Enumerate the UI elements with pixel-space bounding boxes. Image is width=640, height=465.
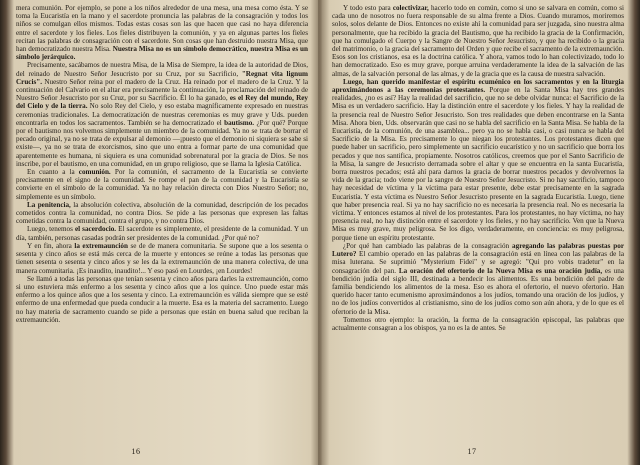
paragraph: [16, 61, 308, 168]
bold-run: el sacerdocio.: [74, 225, 117, 234]
paragraph: [332, 78, 624, 242]
paragraph: [16, 225, 308, 241]
text-run: Precisamente, sacábamos de nuestra Misa, de la Misa de Siempre, la idea de la autoridad de Dios, del reinado de Nuestro Señor Jesucristo por su Cruz, por su Sacrificio,: [16, 61, 308, 78]
text-run: Por la comunión, el sacramento de la Eucaristía se convierte precisamente en el signo de la comunidad. Se rompe el pan de la comunidad y la Eucaristía se convierte en el símbolo de la comunidad. Ya no hay relación directa con Dios Nuestro Señor; no, simplemente es un símbolo.: [16, 168, 308, 201]
text-run: Luego, tenemos: [27, 225, 75, 234]
paragraph: [332, 4, 624, 78]
text-run: Y en fin, ahora: [27, 241, 75, 250]
text-run: Se llamó a todas las personas que tenían sesenta y cinco años para darles la extremaunción, como si uno estuviera más enfermo a los sesenta y cinco años que a los quince. Uno puede estar más enfermo a los quince años que a los sesenta y cinco. La extremaunción es válida siempre que se esté enfermo de una enfermedad que pueda conducir a la muerte. Esa es la materia del sacramento. Luego no hay materia de sacramento cuando se pide a personas que están en buena salud que reciban la extremaunción.: [16, 274, 308, 324]
left-page-number: 16: [131, 447, 141, 456]
book-gutter: [318, 0, 322, 465]
bold-run: bautismo.: [224, 118, 255, 127]
right-page-number: 17: [467, 447, 477, 456]
text-run: Tomemos otro ejemplo: la oración, la forma de la consagración episcopal, las palabras que actualmente consagran a los obispos, ya no es la de antes. Se: [332, 315, 624, 332]
paragraph: [16, 4, 308, 61]
right-page-text: [332, 4, 624, 332]
text-run: se de de manera comunitaria. Se supone que a los sesenta o sesenta y cinco años se está más cerca de la muerte y entonces se reúne a todas las personas que tienen sesenta o sesenta y cinco años y se les da la extremaunción de una manera colectiva, de una manera comunitaria. ¡Es inaudito, inaudito!... Y eso pasó en Lourdes, ¡en Lourdes!: [16, 241, 308, 275]
bold-run: es el Rey del mundo, Rey del Cielo y de la tierra.: [16, 94, 308, 111]
left-page-text: [16, 4, 308, 324]
text-run: En cuanto a la: [27, 168, 79, 177]
paragraph: [16, 201, 308, 226]
bold-run: La penitencia,: [27, 200, 71, 209]
bold-run: La oración del ofertorio de la Nueva Misa es una oración judía,: [398, 266, 603, 275]
text-run: ¿Por qué han cambiado las palabras de la consagración: [343, 241, 513, 250]
bold-run: agregando las palabras puestas por Lutero?: [332, 241, 624, 259]
text-run: Nuestro Señor reina por el madero de la Cruz. Ha reinado por el madero de la Cruz. Y la continuación del Calvario en el altar era precisamente la continuación, la proclamación del reinado de Nuestro Señor Jesucristo por su Cruz, por su Sacrificio. Él lo ha ganado,: [16, 77, 308, 103]
paragraph: [16, 168, 308, 201]
paragraph: [16, 242, 308, 275]
text-run: es una bendición judía del siglo III, destinada a bendecir los alimentos. Es una bendición del padre de familia bendiciendo los alimentos de la mesa. Eso es ahora el ofertorio, el nuevo ofertorio. Han querido hacer tanto ecumenismo aproximándonos a los judíos, tomando una oración de los judíos, y no de los judíos convertidos al cristianismo, sino de los judíos como son aún ahora, y de lo que es el ofertorio de la Misa.: [332, 266, 624, 316]
right-page: [332, 4, 624, 456]
bold-run: comunión.: [78, 168, 111, 177]
text-run: la absolución colectiva, absolución de la comunidad, descripción de los pecados cometidos contra la comunidad, no contra Dios. Se pide a las personas que expresen las faltas cometidas contra la comunidad, contra el grupo, y no contra Dios.: [16, 200, 308, 226]
text-run: ¿Por qué? Porque por el bautismo nos volvemos simplemente un miembro de la comunidad. Ya no se trata de borrar el pecado original, ya no se trata de expulsar al demonio —¡puesto que el demonio ni siquiera se sabe si existe—, ya no se trata de exorcismos, sino que uno entra a formar parte de una comunidad que aparentemente es humana, ni siquiera es una comunidad sobrenatural por la gracia de Dios. Se nos inscribe, por el bautismo, en una comunidad, en un grupo religioso, que se llama la Iglesia Católica.: [16, 118, 308, 168]
text-run: hacerlo todo en común, como si uno se salvara en común, como si cada uno de nosotros no fuera responsable de su alma frente a Dios. Cuando muramos, moriremos solos, solos delante de Dios. Entonces no existe ahí la comunidad para ser juzgada, sino nuestra alma personalmente, que ha recibido la gracia del Bautismo, que ha recibido la gracia de la Confirmación, que ha comulgado el Cuerpo y la Sangre de Nuestro Señor Jesucristo, y que ha recibido o la gracia del matrimonio, o la gracia del sacramento del Orden y que recibe el sacramento de la extremaunción. Esos son los cristianos, esa es la doctrina católica. Y ahora, vamos todo lo han colectivizado, todo lo han democratizado. Eso es muy grave, porque arruina verdaderamente la idea de la salvación de las almas, de la salvación personal de las almas, y de la gracia que es la causa de nuestra salvación.: [332, 4, 624, 78]
text-run: Porque en la Santa Misa hay tres grandes realidades, ¿no es así? Hay la realidad del sacrificio, que no se debe olvidar nunca: el Sacrificio de la Misa es un verdadero sacrificio. Hay la distinción entre el sacerdote y los fieles. Y hay la realidad de la presencia real de Nuestro Señor Jesucristo. Son tres realidades que deben encontrarse en la Santa Misa. Ahora bien, Uds. observarán que casi no se habla del sacrificio en la Santa Misa. Se habla de la Eucaristía, de la comunión, de una asamblea... pero ya no se habla casi, o casi nunca se habla del Sacrificio de la Misa. Es precisamente lo que niegan los protestantes. Los protestantes dicen que puede haber un sacrificio, pero simplemente un sacrificio eucarístico y no un sacrificio que borra los pecados y que nos santifica, propiamente. Nosotros católicos, creemos que por el Santo Sacrificio de la Misa, la sangre de Jesucristo derramada sobre el altar y que se encuentra en la santa Eucaristía, borra nuestros pecados; está ahí para darnos la gracia de borrar nuestros pecados y devolvernos la vida de la gracia; todo viene por la sangre de Nuestro Señor Jesucristo. Si no hay sacrificio, tampoco hay necesidad de víctima y la víctima para estar presente, debe estar precisamente en la sagrada Eucaristía. Y esta víctima es Nuestro Señor Jesucristo presente en la sagrada Eucaristía. Luego, tiene que haber presencia real. Si ya no hay sacrificio no es necesaria la presencia real. No es necesaria la víctima. Y entonces estamos al nivel de los protestantes. Para los protestantes, no hay víctima, no hay presencia real, no hay distinción entre el sacerdote y los fieles, y no hay sacrificio. Ven que la Nueva Misa es muy grave, muy peligrosa. Se los digo, verdaderamente, en conciencia: es muy peligrosa, porque tiene un espíritu protestante.: [332, 86, 624, 242]
text-run: El sacerdote es simplemente, el presidente de la comunidad. Y un día, también, personas casadas podrán ser presidentes de la comunidad. ¿Por qué no?: [16, 225, 308, 242]
text-run: El cambio operado en las palabras de la consagración está en línea con las palabras de la misa luterana. Se suprimió "Mysterium Fidei" y se agregó: "Qui pro vobis tradetur" en la consagración del pan.: [332, 250, 624, 275]
text-run: Y todo esto para: [343, 4, 393, 12]
bold-run: Nuestra Misa no es un símbolo democrático, nuestra Misa es un símbolo jerárquico.: [16, 45, 308, 62]
bold-run: colectivizar,: [392, 4, 429, 12]
paragraph: [16, 275, 308, 324]
left-page: [16, 4, 308, 456]
paragraph: [332, 316, 624, 332]
bold-run: "Regnat vita lignum Crucis".: [16, 69, 308, 86]
text-run: mera comunión. Por ejemplo, se pone a los niños alrededor de una mesa, una mesa como ésta. Y se toma la Eucaristía en la mano y el sacerdote pronuncia las palabras de la consagración y todos los niños se comulgan ellos mismos. Todas estas cosas son las que hacen que casi no haya diferencia entre el sacerdote y los fieles. Los fieles distribuyen la comunión, y ya en algunas partes los fieles recitan las palabras de consagración con el sacerdote. Son cosas que han destruido nuestra Misa, que han democratizado nuestra Misa.: [16, 4, 308, 54]
paragraph: [332, 242, 624, 316]
text-run: No solo Rey del Cielo, y eso estaba magníficamente expresado en nuestras ceremonias tradicionales. La democratización de nuestras ceremonias es muy grave y Uds. pueden encontrarla en todos los sacramentos. También se ha democratizado el: [16, 102, 308, 127]
bold-run: la extremaunción: [74, 241, 128, 250]
bold-run: Luego, han querido manifestar el espíritu ecuménico en los sacramentos y en la liturgia aproximándonos a las ceremonias protestantes.: [332, 77, 624, 95]
